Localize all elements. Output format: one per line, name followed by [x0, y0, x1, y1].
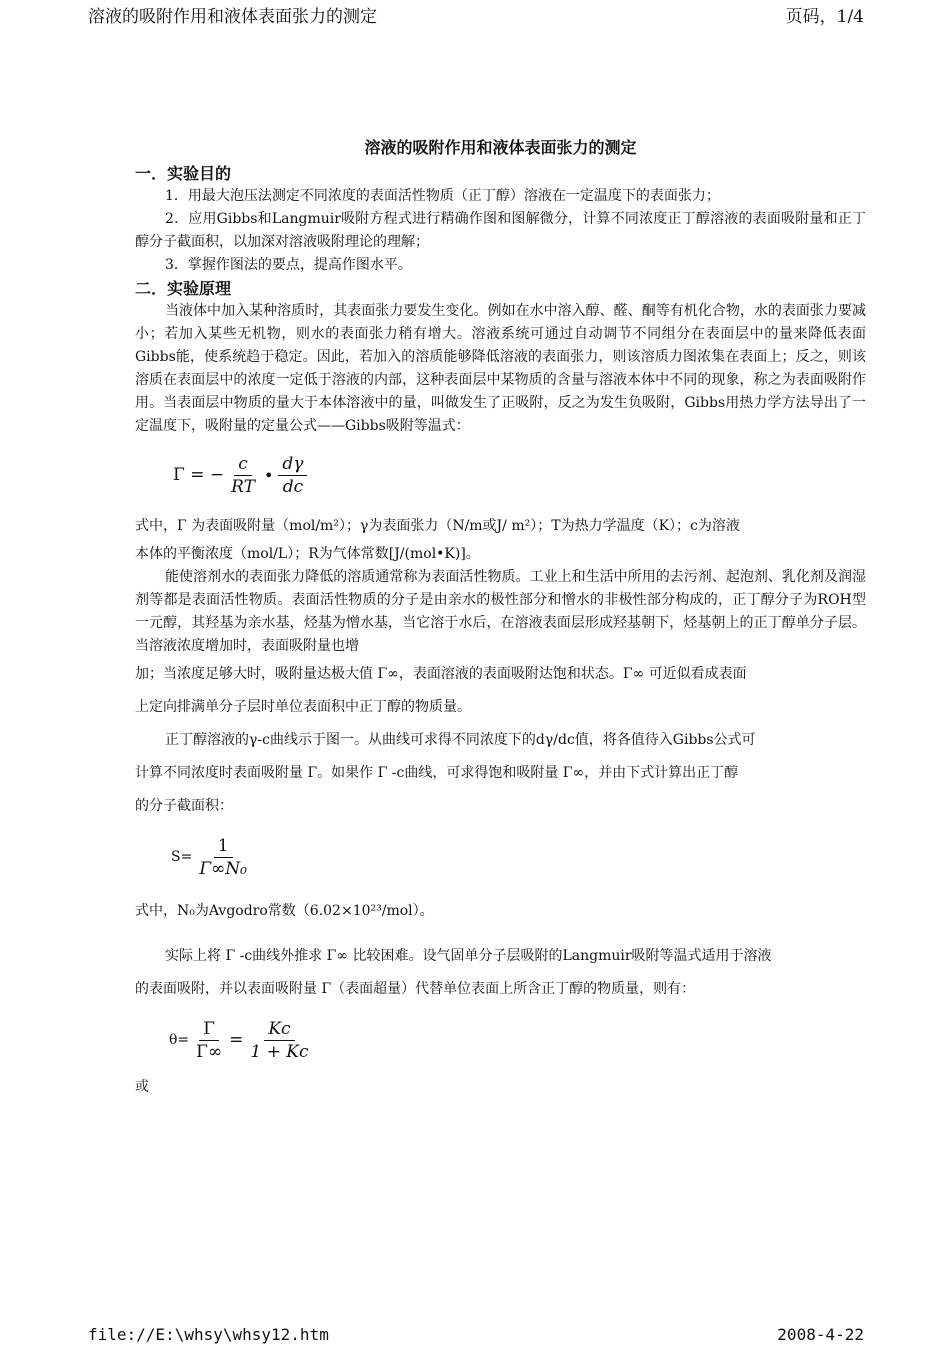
gibbs-symbols-line-1: 式中，Γ 为表面吸附量（mol/m²）；γ为表面张力（N/m或J/ m²）；T为热力学温度（K）；c为溶液: [135, 518, 740, 534]
gibbs-fraction-1: [227, 453, 259, 498]
cross-section-equation: [171, 829, 866, 885]
principle-paragraph-6: 实际上将 Γ -c曲线外推求 Γ∞ 比较困难。设气固单分子层吸附的Langmuir吸附等温式适用于溶液: [165, 948, 772, 964]
theta-fraction-1: [192, 1018, 226, 1063]
principle-paragraph-3-cont: 加；当浓度足够大时，吸附量达极大值 Γ∞，表面溶液的表面吸附达饱和状态。Γ∞ 可近似看成表面: [135, 666, 747, 682]
s-fraction: [195, 835, 251, 880]
theta-fraction-2: [246, 1018, 312, 1063]
s-numerator: 1: [214, 835, 233, 858]
gibbs-fraction-2: [278, 453, 307, 498]
gibbs-equation: [173, 446, 866, 504]
principle-paragraph-3: 能使溶剂水的表面张力降低的溶质通常称为表面活性物质。工业上和生活中所用的去污剂、起泡剂、乳化剂及润湿剂等都是表面活性物质。表面活性物质的分子是由亲水的极性部分和憎水的非极性部分构成的，正丁醇分子为ROH型一元醇，其羟基为亲水基，烃基为憎水基，当它溶于水后，在溶液表面层形成羟基朝下，烃基朝上的正丁醇单分子层。当溶液浓度增加时，表面吸附量也增: [135, 569, 866, 654]
header-page-number: 页码，1/4: [785, 7, 864, 27]
s-lhs: S=: [171, 849, 193, 865]
theta-numerator-1: Γ: [199, 1018, 219, 1041]
avogadro-note: 式中，N₀为Avgodro常数（6.02×10²³/mol）。: [135, 903, 434, 919]
footer-date: 2008-4-22: [777, 1325, 864, 1344]
document-title: 溶液的吸附作用和液体表面张力的测定: [364, 138, 637, 157]
principle-paragraph-1: 当液体中加入某种溶质时，其表面张力要发生变化。例如在水中溶入醇、醛、酮等有机化合物，水的表面张力要减小；若加入某些无机物，则水的表面张力稍有增大。溶液系统可通过自动调节不同组分在表面层中的量来降低表面Gibbs能，使系统趋于稳定。因此，若加入的溶质能够降低溶液的表面张力，则该溶质力图浓集在表面上；反之，则该溶质在表面层中的浓度一定低于溶液的内部，这种表面层中某物质的含量与溶液本体中不同的现象，称之为表面吸附作用。当表面层中物质的量大于本体溶液中的量，叫做发生了正吸附，反之为发生负吸附，Gibbs用热力学方法导出了一定温度下，吸附量的定量公式——Gibbs吸附等温式：: [135, 303, 866, 434]
section-heading-principle: 二．实验原理: [135, 279, 232, 298]
document-body: [135, 135, 866, 1099]
gibbs-denominator-1: RT: [231, 476, 255, 497]
or-text: 或: [135, 1079, 149, 1095]
purpose-item-3: 3．掌握作图法的要点，提高作图水平。: [165, 257, 412, 273]
principle-paragraph-4: 正丁醇溶液的γ-c曲线示于图一。从曲线可求得不同浓度下的dγ/dc值，将各值待入Gibbs公式可: [165, 732, 756, 748]
langmuir-equation: [169, 1012, 866, 1068]
gibbs-symbols-line-2: 本体的平衡浓度（mol/L）；R为气体常数[J/(mol•K)]。: [135, 546, 480, 562]
gibbs-lhs: Γ = −: [173, 465, 225, 485]
theta-denominator-1: Γ∞: [196, 1041, 223, 1062]
section-heading-purpose: 一．实验目的: [135, 164, 232, 183]
theta-equals: =: [229, 1030, 244, 1050]
theta-numerator-2: Kc: [264, 1018, 294, 1041]
gibbs-dot: •: [263, 465, 274, 485]
theta-denominator-2: 1 + Kc: [250, 1041, 309, 1062]
header-title: 溶液的吸附作用和液体表面张力的测定: [88, 7, 377, 27]
principle-paragraph-4-cont: 计算不同浓度时表面吸附量 Γ。如果作 Γ -c曲线，可求得饱和吸附量 Γ∞，并由下式计算出正丁醇: [135, 765, 739, 781]
principle-paragraph-4-end: 的分子截面积：: [135, 798, 233, 814]
principle-paragraph-6-cont: 的表面吸附，并以表面吸附量 Γ（表面超量）代替单位表面上所含正丁醇的物质量，则有：: [135, 981, 696, 997]
gibbs-numerator-1: c: [234, 453, 252, 476]
purpose-item-1: 1．用最大泡压法测定不同浓度的表面活性物质（正丁醇）溶液在一定温度下的表面张力；: [165, 188, 720, 204]
gibbs-denominator-2: dc: [282, 476, 304, 497]
principle-paragraph-3-end: 上定向排满单分子层时单位表面积中正丁醇的物质量。: [135, 699, 471, 715]
theta-lhs: θ=: [169, 1032, 190, 1048]
s-denominator: Γ∞N₀: [199, 858, 247, 879]
gibbs-numerator-2: dγ: [278, 453, 307, 476]
purpose-item-2: 2．应用Gibbs和Langmuir吸附方程式进行精确作图和图解微分，计算不同浓度正丁醇溶液的表面吸附量和正丁醇分子截面积，以加深对溶液吸附理论的理解；: [135, 211, 866, 250]
footer-file-path: file://E:\whsy\whsy12.htm: [88, 1325, 329, 1344]
